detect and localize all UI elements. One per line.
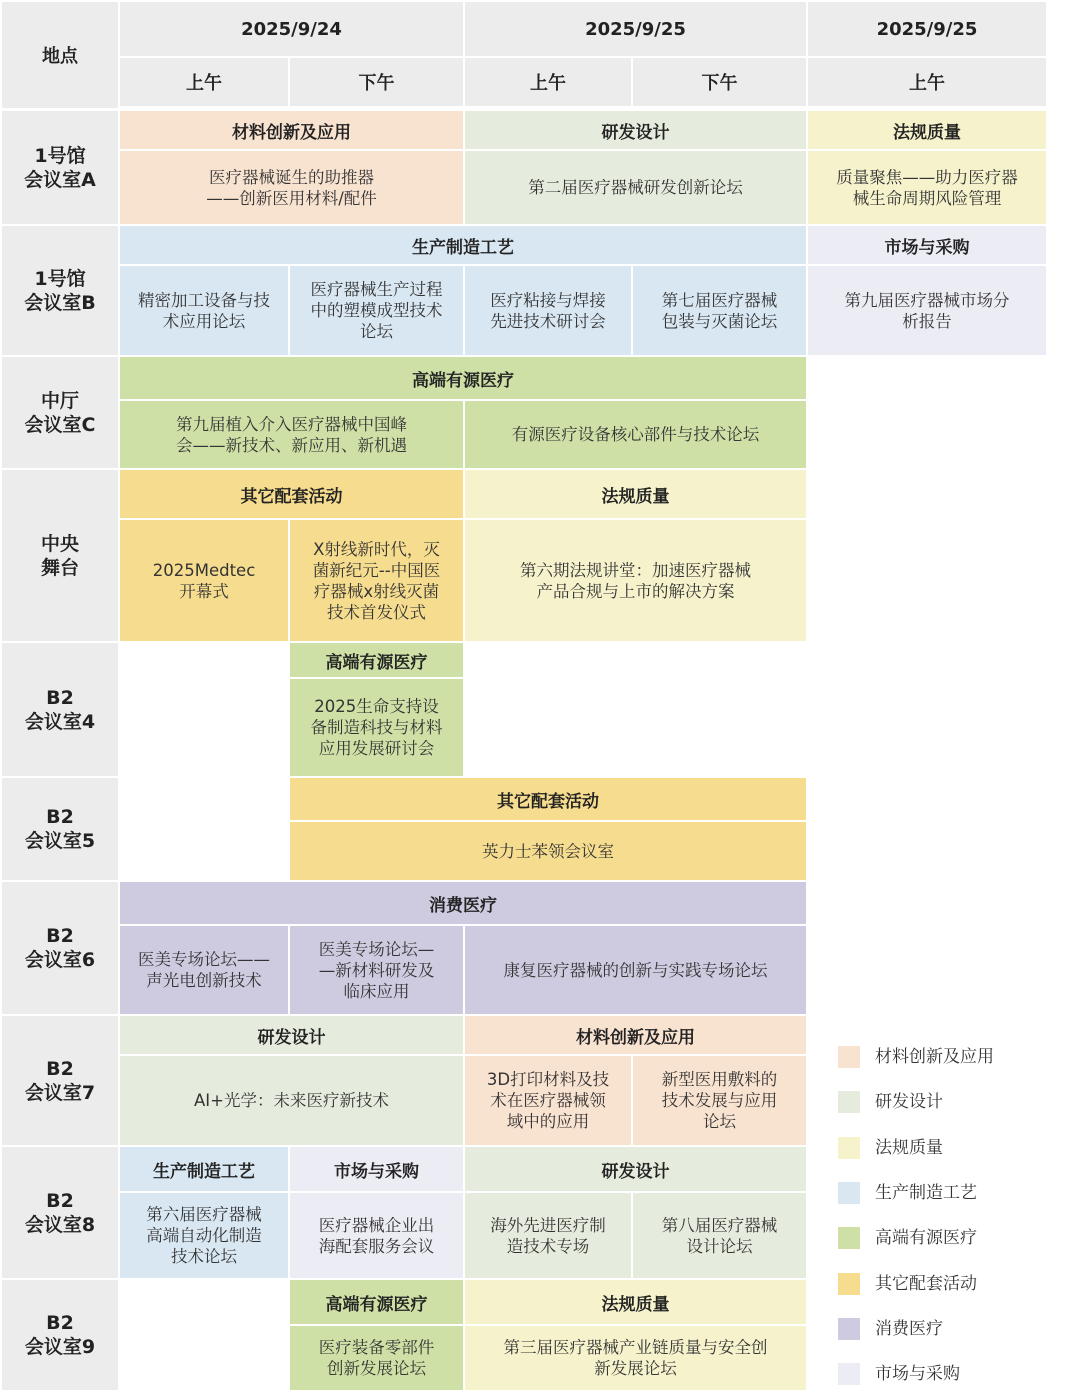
event-cell[interactable]: 第六期法规讲堂：加速医疗器械 产品合规与上市的解决方案 (465, 520, 806, 641)
venue-name: 会议室C (24, 413, 96, 436)
pm-header: 下午 (290, 58, 463, 106)
legend-swatch (838, 1227, 860, 1249)
venue-cell (2, 643, 118, 776)
event-cell[interactable]: 第七届医疗器械 包装与灭菌论坛 (633, 266, 806, 355)
venue-name: 会议室B (24, 291, 96, 314)
legend-swatch (838, 1182, 860, 1204)
legend-label: 高端有源医疗 (875, 1228, 977, 1248)
event-cell[interactable]: 第八届医疗器械 设计论坛 (633, 1193, 806, 1278)
venue-cell (2, 111, 118, 224)
event-cell[interactable]: 第九届植入介入医疗器械中国峰 会——新技术、新应用、新机遇 (120, 401, 463, 468)
venue-name: 舞台 (40, 556, 79, 579)
am-header: 上午 (808, 58, 1046, 106)
venue-cell (2, 226, 118, 355)
category-header: 法规质量 (465, 1280, 806, 1324)
venue-name: B2 (46, 1189, 74, 1212)
event-cell[interactable]: 2025生命支持设 备制造科技与材料 应用发展研讨会 (290, 679, 463, 776)
venue-header: 地点 (2, 2, 118, 108)
event-cell[interactable]: 第三届医疗器械产业链质量与安全创 新发展论坛 (465, 1326, 806, 1390)
event-cell[interactable]: 海外先进医疗制 造技术专场 (465, 1193, 631, 1278)
venue-name: B2 (46, 925, 74, 947)
am-header: 上午 (120, 58, 288, 106)
legend-label: 法规质量 (875, 1138, 943, 1158)
category-header: 生产制造工艺 (120, 1147, 288, 1191)
venue-name: 1号馆 (34, 267, 86, 290)
event-cell[interactable]: 英力士苯领会议室 (290, 822, 806, 880)
category-header: 高端有源医疗 (290, 1280, 463, 1324)
legend-label: 市场与采购 (875, 1364, 960, 1384)
category-header: 市场与采购 (808, 226, 1046, 264)
venue-name: 会议室9 (24, 1336, 96, 1358)
event-cell[interactable]: 精密加工设备与技 术应用论坛 (120, 266, 288, 355)
venue-cell (2, 357, 118, 468)
venue-cell (2, 882, 118, 1014)
legend-swatch (838, 1091, 860, 1113)
venue-name: 会议室4 (24, 710, 96, 733)
am-header: 上午 (465, 58, 631, 106)
category-header: 其它配套活动 (290, 778, 806, 820)
event-cell[interactable]: 医疗器械生产过程 中的塑模成型技术 论坛 (290, 266, 463, 355)
venue-name: 会议室8 (24, 1213, 96, 1236)
category-header: 消费医疗 (120, 882, 806, 924)
venue-cell (2, 1147, 118, 1278)
event-cell[interactable]: 第二届医疗器械研发创新论坛 (465, 151, 806, 224)
event-cell[interactable]: AI+光学：未来医疗新技术 (120, 1056, 463, 1145)
date-header: 2025/9/25 (808, 2, 1046, 56)
category-header: 法规质量 (465, 470, 806, 518)
event-cell[interactable]: 质量聚焦——助力医疗器 械生命周期风险管理 (808, 151, 1046, 224)
venue-name: 会议室6 (24, 949, 96, 971)
venue-name: 中央 (40, 532, 79, 555)
category-header: 高端有源医疗 (290, 643, 463, 677)
event-cell[interactable]: 医美专场论坛— —新材料研发及 临床应用 (290, 926, 463, 1014)
event-cell[interactable]: 医疗器械诞生的助推器 ——创新医用材料/配件 (120, 151, 463, 224)
venue-name: B2 (46, 686, 74, 709)
venue-cell (2, 470, 118, 641)
category-header: 研发设计 (465, 1147, 806, 1191)
legend-swatch (838, 1137, 860, 1159)
pm-header: 下午 (633, 58, 806, 106)
category-header: 高端有源医疗 (120, 357, 806, 399)
category-header: 其它配套活动 (120, 470, 463, 518)
venue-cell (2, 1016, 118, 1145)
legend-label: 研发设计 (875, 1092, 943, 1112)
event-cell[interactable]: 2025Medtec 开幕式 (120, 520, 288, 641)
category-header: 市场与采购 (290, 1147, 463, 1191)
event-cell[interactable]: 医疗器械企业出 海配套服务会议 (290, 1193, 463, 1278)
category-header: 研发设计 (120, 1016, 463, 1054)
legend-swatch (838, 1363, 860, 1385)
event-cell[interactable]: X射线新时代，灭 菌新纪元--中国医 疗器械x射线灭菌 技术首发仪式 (290, 520, 463, 641)
legend-label: 其它配套活动 (875, 1274, 977, 1294)
legend-swatch (838, 1046, 860, 1068)
legend-label: 材料创新及应用 (875, 1047, 994, 1067)
category-header: 生产制造工艺 (120, 226, 806, 264)
venue-name: B2 (46, 1057, 74, 1080)
venue-name: 1号馆 (34, 144, 86, 167)
category-header: 法规质量 (808, 111, 1046, 149)
category-header: 研发设计 (465, 111, 806, 149)
venue-name: 中厅 (40, 389, 79, 412)
event-cell[interactable]: 医疗装备零部件 创新发展论坛 (290, 1326, 463, 1390)
category-header: 材料创新及应用 (465, 1016, 806, 1054)
legend-swatch (838, 1273, 860, 1295)
venue-name: 会议室A (24, 168, 96, 191)
legend-swatch (838, 1318, 860, 1340)
date-header: 2025/9/25 (465, 2, 806, 56)
event-cell[interactable]: 有源医疗设备核心部件与技术论坛 (465, 401, 806, 468)
event-cell[interactable]: 新型医用敷料的 技术发展与应用 论坛 (633, 1056, 806, 1145)
venue-name: B2 (46, 1312, 74, 1334)
event-cell[interactable]: 第六届医疗器械 高端自动化制造 技术论坛 (120, 1193, 288, 1278)
event-cell[interactable]: 医疗粘接与焊接 先进技术研讨会 (465, 266, 631, 355)
category-header: 材料创新及应用 (120, 111, 463, 149)
event-cell[interactable]: 第九届医疗器械市场分 析报告 (808, 266, 1046, 355)
date-header: 2025/9/24 (120, 2, 463, 56)
event-cell[interactable]: 3D打印材料及技 术在医疗器械领 域中的应用 (465, 1056, 631, 1145)
venue-cell (2, 778, 118, 880)
legend-label: 生产制造工艺 (875, 1183, 977, 1203)
event-cell[interactable]: 康复医疗器械的创新与实践专场论坛 (465, 926, 806, 1014)
venue-name: 会议室7 (24, 1081, 96, 1104)
event-cell[interactable]: 医美专场论坛—— 声光电创新技术 (120, 926, 288, 1014)
legend-label: 消费医疗 (875, 1319, 943, 1339)
venue-name: B2 (46, 806, 74, 828)
venue-cell (2, 1280, 118, 1390)
venue-name: 会议室5 (24, 830, 96, 852)
